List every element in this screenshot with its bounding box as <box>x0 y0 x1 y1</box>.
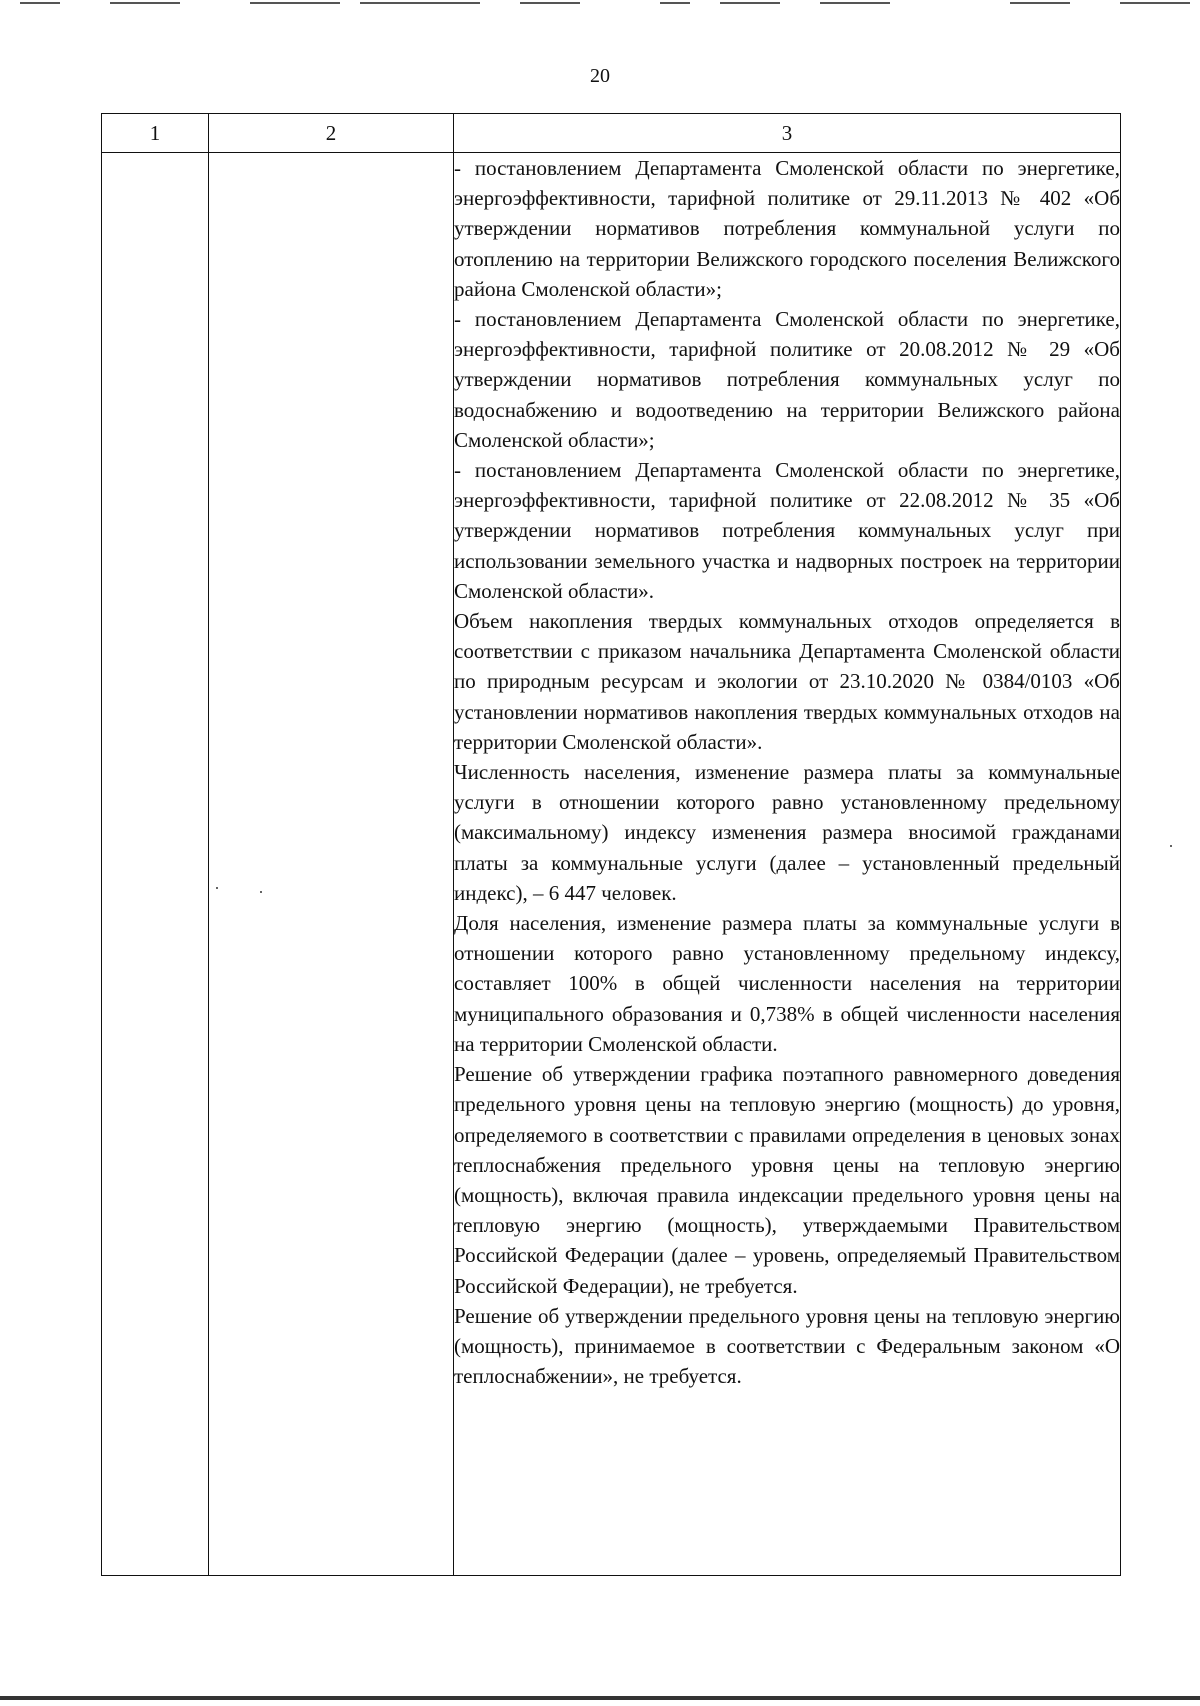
paragraph-heat-price-limit: Решение об утверждении предельного уровня цены на тепловую энергию (мощность), принимаемое в соответствии с Федеральным законом «О теплоснабжении», не требуется. <box>454 1303 1120 1389</box>
paragraph-population-share: Доля населения, изменение размера платы за коммунальные услуги в отношении которого равно установленному предельному индексу, составляет 100% в общей численности населения на территории муниципального образования и 0,738% в общей численности населения на территории Смоленской области. <box>454 911 1120 1056</box>
paragraph-resolution-402: - постановлением Департамента Смоленской области по энергетике, энергоэффективности, тарифной политике от 29.11.2013 № 402 «Об утверждении нормативов потребления коммунальной услуги по отоплению на территории Велижского городского поселения Велижского района Смоленской области»; <box>454 156 1120 301</box>
scan-edge-top <box>0 0 1200 12</box>
column-header-2: 2 <box>209 114 454 153</box>
paragraph-resolution-29: - постановлением Департамента Смоленской области по энергетике, энергоэффективности, тарифной политике от 20.08.2012 № 29 «Об утверждении нормативов потребления коммунальных услуг по водоснабжению и водоотведению на территории Велижского района Смоленской области»; <box>454 307 1120 452</box>
scan-edge-bottom <box>0 1696 1200 1700</box>
scan-speck <box>260 891 262 893</box>
table-header-row <box>102 114 1121 153</box>
table-cell-col1 <box>102 153 209 1576</box>
table-cell-col3 <box>454 153 1121 1576</box>
scan-speck <box>1170 845 1172 847</box>
column-header-3: 3 <box>454 114 1121 153</box>
paragraph-resolution-35: - постановлением Департамента Смоленской области по энергетике, энергоэффективности, тарифной политике от 22.08.2012 № 35 «Об утверждении нормативов потребления коммунальных услуг при использовании земельного участка и надворных построек на территории Смоленской области». <box>454 458 1120 603</box>
paragraph-waste-volume: Объем накопления твердых коммунальных отходов определяется в соответствии с приказом начальника Департамента Смоленской области по природным ресурсам и экологии от 23.10.2020 № 0384/0103 «Об установлении нормативов накопления твердых коммунальных отходов на территории Смоленской области». <box>454 609 1120 754</box>
paragraph-population-count: Численность населения, изменение размера платы за коммунальные услуги в отношении которого равно установленному предельному (максимальному) индексу изменения размера вносимой гражданами платы за коммунальные услуги (далее – установленный предельный индекс), – 6 447 человек. <box>454 760 1120 905</box>
content-table <box>101 113 1121 1576</box>
page-number: 20 <box>590 65 610 87</box>
paragraph-heat-price-schedule: Решение об утверждении графика поэтапного равномерного доведения предельного уровня цены на тепловую энергию (мощность) до уровня, определяемого в соответствии с правилами определения в ценовых зонах теплоснабжения предельного уровня цены на тепловую энергию (мощность), включая правила индексации предельного уровня цены на тепловую энергию (мощность), утверждаемыми Правительством Российской Федерации (далее – уровень, определяемый Правительством Российской Федерации), не требуется. <box>454 1062 1120 1298</box>
scan-speck <box>216 887 218 889</box>
table-cell-col2 <box>209 153 454 1576</box>
table-row <box>102 153 1121 1576</box>
column-header-1: 1 <box>102 114 209 153</box>
